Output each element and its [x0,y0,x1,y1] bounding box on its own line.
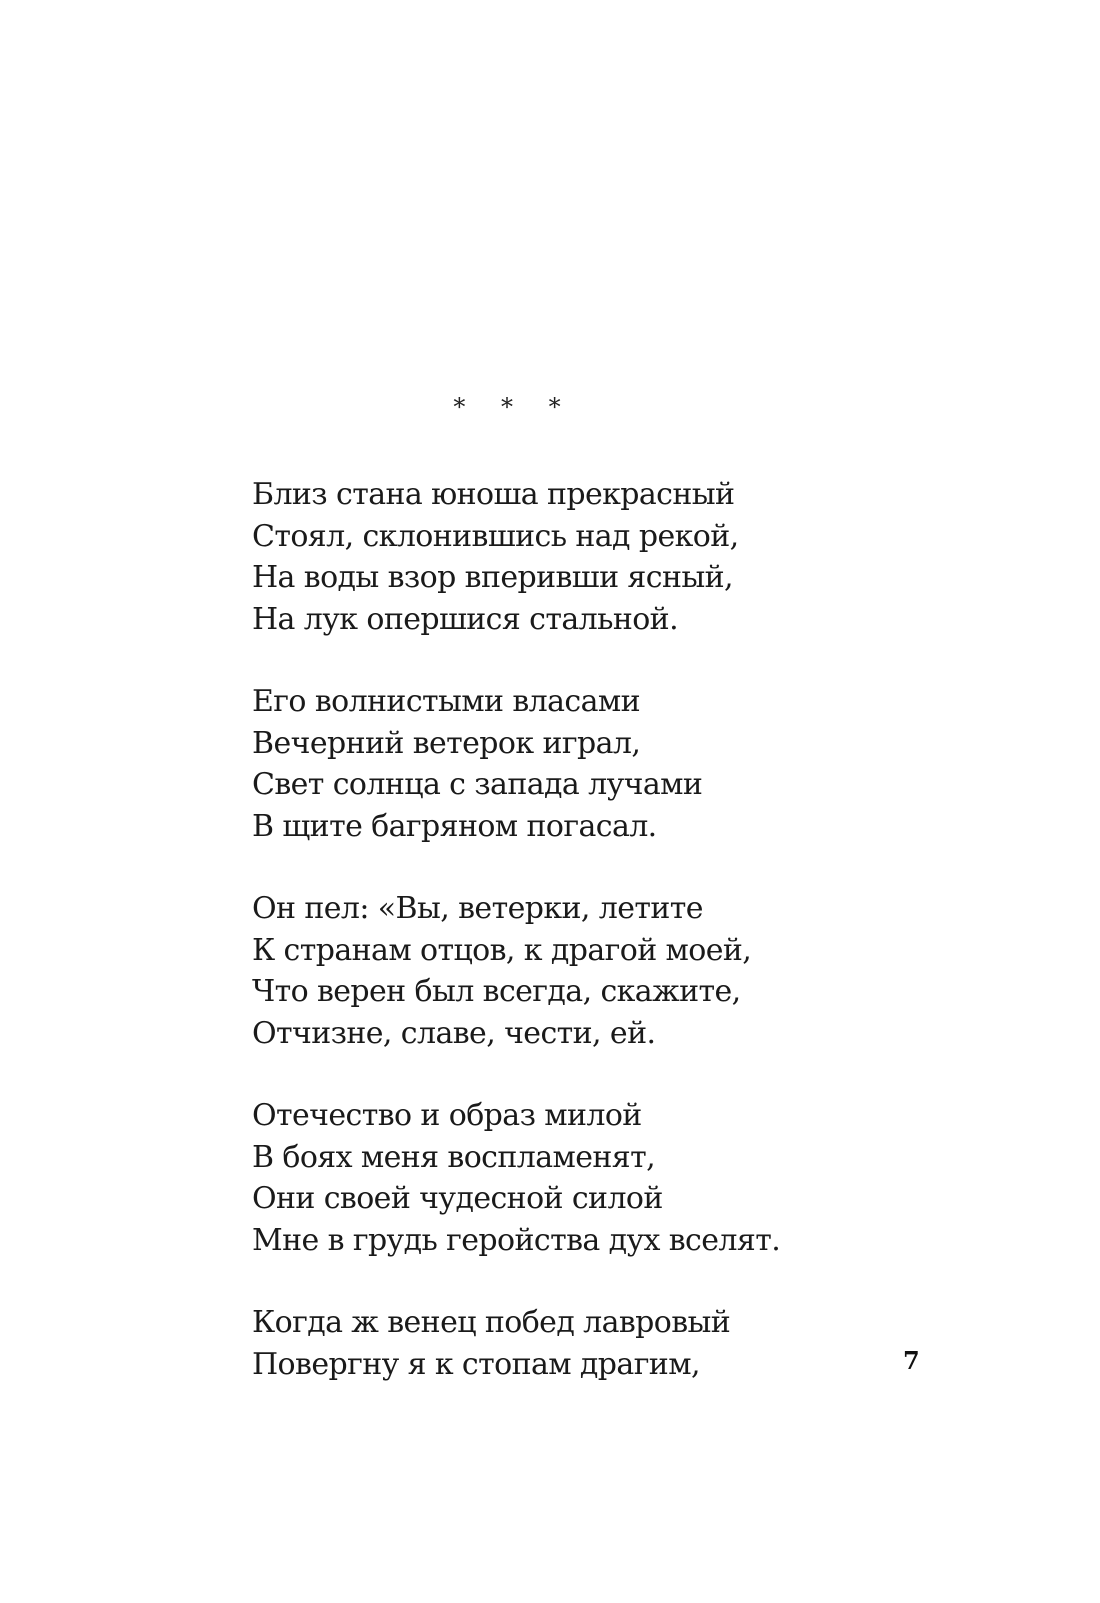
poem-line: Он пел: «Вы, ветерки, летите [252,891,703,926]
poem-line: Когда ж венец побед лавровый [252,1305,731,1340]
poem-line: К странам отцов, к драгой моей, [252,932,752,968]
stanza [252,1095,780,1261]
poem-line: Мне в грудь геройства дух вселят. [252,1222,781,1258]
poem-line: На воды взор вперивши ясный, [252,560,733,595]
poem-line: Отчизне, славе, чести, ей. [252,1015,656,1051]
stanza [252,888,780,1054]
page-number: 7 [903,1346,920,1375]
poem [252,474,780,1426]
section-separator: * * * [453,393,575,421]
stanza [252,681,780,847]
poem-line: В боях меня воспламенят, [252,1139,656,1175]
poem-line: Свет солнца с запада лучами [252,767,703,802]
poem-line: В щите багряном погасал. [252,808,657,844]
poem-line: Близ стана юноша прекрасный [252,477,735,512]
stanza [252,474,780,640]
poem-line: Они своей чудесной силой [252,1181,663,1216]
poem-line: Стоял, склонившись над рекой, [252,518,739,554]
poem-line: Повергну я к стопам драгим, [252,1346,700,1382]
poem-line: Его волнистыми власами [252,684,641,719]
poem-line: На лук опершися стальной. [252,601,679,637]
poem-line: Вечерний ветерок играл, [252,725,641,761]
poem-line: Что верен был всегда, скажите, [252,974,741,1009]
poem-line: Отечество и образ милой [252,1098,642,1133]
stanza [252,1302,780,1385]
